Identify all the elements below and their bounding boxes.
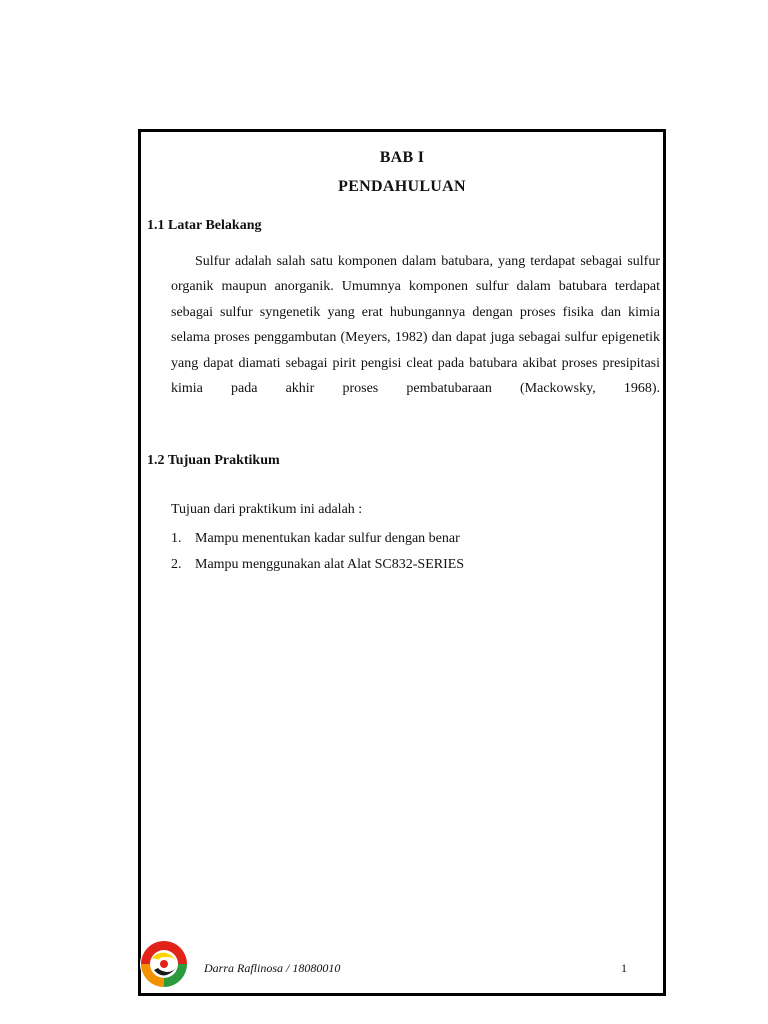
chapter-label: BAB I bbox=[379, 149, 425, 166]
chapter-title: PENDAHULUAN bbox=[338, 178, 466, 195]
objectives-intro: Tujuan dari praktikum ini adalah : bbox=[171, 502, 363, 517]
university-logo-icon bbox=[138, 938, 190, 990]
list-item-text: Mampu menggunakan alat Alat SC832-SERIES bbox=[195, 557, 465, 572]
list-item bbox=[171, 526, 464, 552]
document-page bbox=[138, 129, 666, 996]
objectives-list bbox=[171, 526, 464, 578]
section-heading-background: 1.1 Latar Belakang bbox=[147, 218, 262, 233]
page-number: 1 bbox=[621, 961, 627, 975]
list-item-text: Mampu menentukan kadar sulfur dengan benar bbox=[195, 531, 460, 546]
list-item-number: 2. bbox=[171, 557, 182, 572]
list-item bbox=[171, 552, 464, 578]
footer-author: Darra Raflinosa / 18080010 bbox=[204, 961, 341, 975]
list-item-number: 1. bbox=[171, 531, 182, 546]
background-paragraph: Sulfur adalah salah satu komponen dalam batubara, yang terdapat sebagai sulfur organik maupun anorganik. Umumnya komponen sulfur dalam batubara terdapat sebagai sulfur syngenetik yang erat hubungannya dengan proses fisika dan kimia selama proses penggambutan (Meyers, 1982) dan dapat juga sebagai sulfur epigenetik yang dapat diamati sebagai pirit pengisi cleat pada batubara akibat proses presipitasi kimia pada akhir proses pembatubaraan (Mackowsky, 1968). bbox=[171, 254, 660, 397]
section-heading-objectives: 1.2 Tujuan Praktikum bbox=[147, 453, 280, 468]
